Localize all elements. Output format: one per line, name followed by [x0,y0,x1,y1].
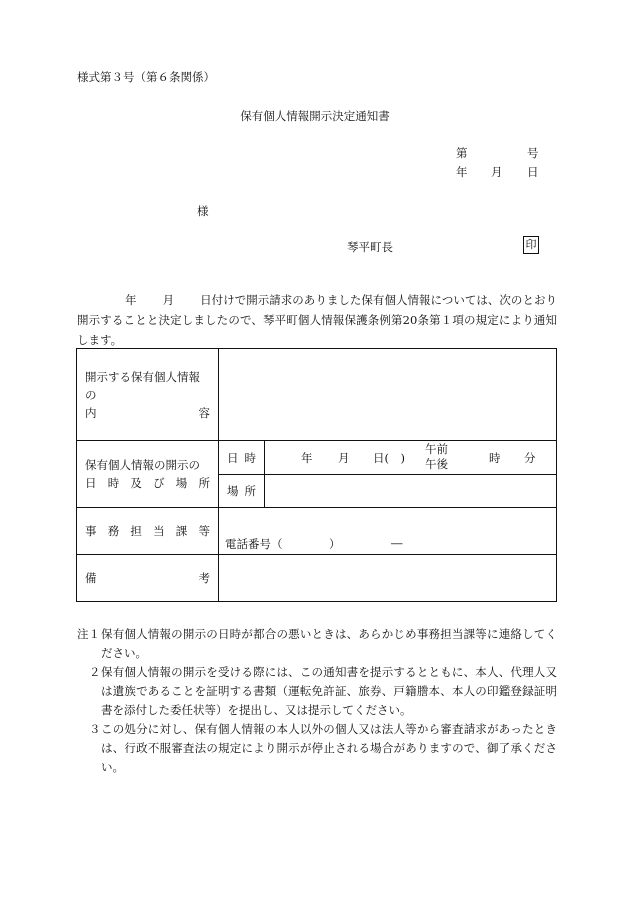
disclosure-table [76,348,557,602]
phone-dash: ― [391,536,403,550]
datetime-place-label: 保有個人情報の開示の 日 時 及 び 場 所 [77,441,219,508]
content-value[interactable] [219,349,557,441]
remarks-row [77,555,557,602]
body-month: 月 [162,293,175,307]
datetime-sub-label: 日 時 [219,441,265,475]
note-2: ２ 保有個人情報の開示を受ける際には、この通知書を提示するとともに、本人、代理人又は遺族であることを証明する書類（運転免許証、旅券、戸籍謄本、本人の印鑑登録証明書を添付した委任状等）を提出し、又は提示してください。 [89,665,557,717]
date-month: 月 [491,165,503,179]
datetime-row [77,441,557,475]
addressee-suffix: 様 [197,204,209,218]
issuer-name: 琴平町長 [347,240,393,254]
date-day: 日 [527,165,539,179]
body-year: 年 [125,293,137,307]
office-label: 事 務 担 当 課 等 [77,508,219,555]
note-3: ３ この処分に対し、保有個人情報の本人以外の個人又は法人等から審査請求があったときは、行政不服審査法の規定により開示が停止される場合がありますので、御了承ください。 [89,722,557,774]
content-label: 開示する保有個人情報の 内 容 [77,349,219,441]
content-row [77,349,557,441]
number-go: 号 [527,146,539,160]
body-text: 日付けで開示請求のありました保有個人情報については、次のとおり開示することと決定しましたので、琴平町個人情報保護条例第20条第１項の規定により通知します。 [77,293,557,347]
form-number: 様式第３号（第６条関係） [77,70,215,84]
remarks-value[interactable] [219,555,557,602]
phone-label: 電話番号（ [225,537,283,551]
note-1: 注１ 保有個人情報の開示の日時が都合の悪いときは、あらかじめ事務担当課等に連絡してください。 [77,627,557,660]
office-value[interactable] [219,508,557,555]
phone-paren: ） [329,537,341,551]
seal-mark: 印 [523,236,539,254]
datetime-value[interactable]: 年 月 日( ) 午前 午後 時 分 [265,441,557,475]
remarks-label: 備 考 [77,555,219,602]
date-year: 年 [456,165,468,179]
place-value[interactable] [265,475,557,508]
number-dai: 第 [456,146,468,160]
document-title: 保有個人情報開示決定通知書 [240,109,390,123]
place-sub-label: 場 所 [219,475,265,508]
office-row [77,508,557,555]
notice-body [77,290,557,350]
